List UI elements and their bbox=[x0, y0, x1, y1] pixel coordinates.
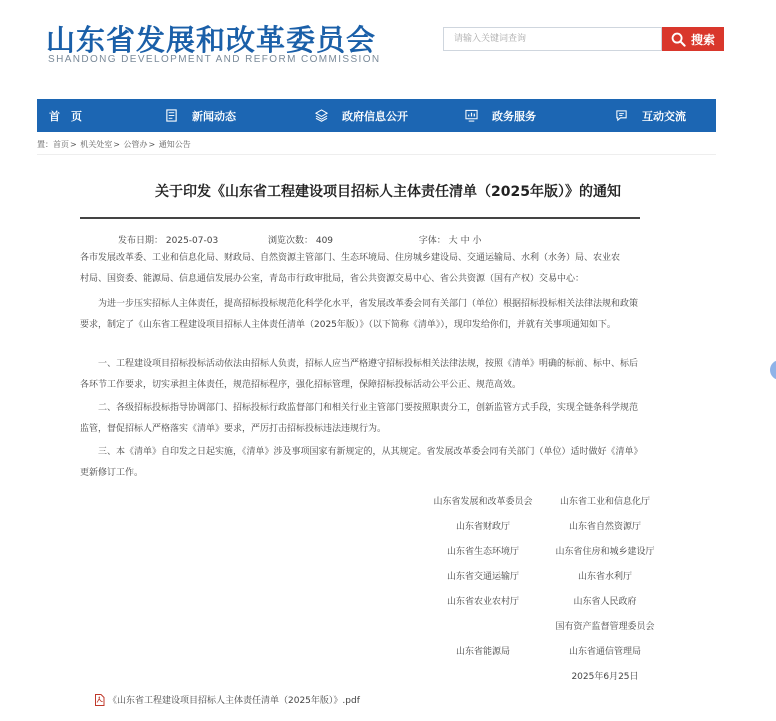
signatory: 山东省财政厅 bbox=[455, 522, 511, 532]
nav-item-home[interactable] bbox=[49, 99, 82, 132]
breadcrumb-link[interactable]: 机关处室 bbox=[80, 140, 113, 149]
breadcrumb-link[interactable]: 首页 bbox=[53, 140, 69, 149]
breadcrumb-link[interactable]: 公管办 bbox=[123, 140, 148, 149]
site-logo-title[interactable]: 山东省发展和改革委员会 bbox=[46, 23, 377, 57]
font-size-label: 字体： bbox=[418, 236, 446, 246]
signature-row bbox=[0, 544, 776, 562]
breadcrumb-separator: > bbox=[70, 140, 77, 149]
article-meta bbox=[118, 233, 481, 246]
side-float-tab[interactable] bbox=[770, 360, 776, 380]
font-size-medium[interactable]: 中 bbox=[460, 236, 470, 246]
salutation bbox=[80, 248, 646, 290]
signatory: 山东省人民政府 bbox=[573, 597, 637, 607]
nav-item-label: 政府信息公开 bbox=[342, 109, 408, 123]
nav-item-services[interactable] bbox=[465, 99, 536, 132]
breadcrumb-prefix: 置： bbox=[37, 140, 53, 149]
signatory: 山东省生态环境厅 bbox=[446, 547, 520, 557]
attachment-link[interactable] bbox=[94, 693, 360, 706]
signature-row bbox=[0, 569, 776, 587]
search-icon bbox=[671, 32, 686, 47]
signatory: 山东省自然资源厅 bbox=[568, 522, 642, 532]
signatory: 山东省发展和改革委员会 bbox=[433, 497, 533, 507]
font-size-small[interactable]: 小 bbox=[472, 236, 482, 246]
title-divider bbox=[80, 217, 640, 219]
layers-icon bbox=[315, 109, 328, 122]
signature-date: 2025年6月25日 bbox=[571, 672, 639, 682]
search-input[interactable] bbox=[443, 27, 662, 51]
breadcrumb bbox=[37, 139, 191, 150]
paragraph bbox=[80, 442, 646, 484]
signatory: 山东省通信管理局 bbox=[568, 647, 642, 657]
salutation-line: 各市发展改革委、工业和信息化局、财政局、自然资源主管部门、生态环境局、住房城乡建设局、交通运输局、水利（水务）局、农业农 bbox=[80, 253, 621, 263]
breadcrumb-link[interactable]: 通知公告 bbox=[158, 140, 191, 149]
search-button-label: 搜索 bbox=[691, 32, 716, 47]
paragraph-text: 一、工程建设项目招标投标活动依法由招标人负责，招标人应当严格遵守招标投标相关法律法规，按照《清单》明确的标前、标中、标后各环节工作要求，切实承担主体责任，规范招标程序，强化招标管理，保障招标投标活动公平公正、规范高效。 bbox=[80, 359, 639, 390]
chart-icon bbox=[465, 109, 478, 122]
signatory: 山东省住房和城乡建设厅 bbox=[555, 547, 655, 557]
signatory: 山东省能源局 bbox=[455, 647, 511, 657]
page-title: 关于印发《山东省工程建设项目招标人主体责任清单（2025年版）》的通知 bbox=[155, 184, 621, 200]
signatory: 山东省农业农村厅 bbox=[446, 597, 520, 607]
signatory: 山东省工业和信息化厅 bbox=[559, 497, 651, 507]
paragraph-text: 二、各级招标投标指导协调部门、招标投标行政监督部门和相关行业主管部门要按照职责分工，创新监管方式手段，实现全链条科学规范监管，督促招标人严格落实《清单》要求，严厉打击招标投标违法违规行为。 bbox=[80, 403, 639, 434]
search-button[interactable] bbox=[662, 27, 724, 51]
signature-row bbox=[0, 494, 776, 512]
paragraph bbox=[80, 354, 646, 396]
signature-row bbox=[0, 644, 776, 662]
nav-item-gov-info[interactable] bbox=[315, 99, 408, 132]
signature-row bbox=[0, 519, 776, 537]
publish-date: 2025-07-03 bbox=[165, 236, 219, 246]
nav-item-label: 互动交流 bbox=[642, 109, 686, 123]
pdf-icon bbox=[94, 694, 105, 706]
views-count: 409 bbox=[315, 236, 334, 246]
signatory: 山东省水利厅 bbox=[577, 572, 633, 582]
signature-row bbox=[0, 594, 776, 612]
site-logo-subtitle: SHANDONG DEVELOPMENT AND REFORM COMMISSION bbox=[48, 54, 381, 65]
nav-item-label: 新闻动态 bbox=[192, 109, 236, 123]
news-icon bbox=[165, 109, 178, 122]
views-label: 浏览次数： bbox=[267, 236, 313, 246]
salutation-line: 村局、国资委、能源局、信息通信发展办公室，青岛市行政审批局，省公共资源交易中心、省公共资源（国有产权）交易中心： bbox=[80, 274, 585, 284]
signatory: 山东省交通运输厅 bbox=[446, 572, 520, 582]
signature-row bbox=[0, 619, 776, 637]
attachment-label: 《山东省工程建设项目招标人主体责任清单（2025年版）》.pdf bbox=[108, 696, 360, 706]
nav-item-label: 首 页 bbox=[49, 109, 82, 123]
main-nav bbox=[37, 99, 716, 132]
nav-item-interaction[interactable] bbox=[615, 99, 686, 132]
signatory: 国有资产监督管理委员会 bbox=[555, 622, 655, 632]
breadcrumb-divider bbox=[37, 154, 716, 155]
paragraph-text: 为进一步压实招标人主体责任，提高招标投标规范化科学化水平，省发展改革委会同有关部门（单位）根据招标投标相关法律法规和政策要求，制定了《山东省工程建设项目招标人主体责任清单（2025年版）》（以下简称《清单》），现印发给你们，并就有关事项通知如下。 bbox=[80, 299, 639, 330]
paragraph bbox=[80, 294, 646, 336]
signature-row bbox=[0, 669, 776, 687]
paragraph-text: 三、本《清单》自印发之日起实施，《清单》涉及事项国家有新规定的，从其规定。省发展改革委会同有关部门（单位）适时做好《清单》更新修订工作。 bbox=[80, 447, 643, 478]
chat-icon bbox=[615, 109, 628, 122]
font-size-large[interactable]: 大 bbox=[448, 236, 458, 246]
nav-item-label: 政务服务 bbox=[492, 109, 536, 123]
breadcrumb-separator: > bbox=[113, 140, 120, 149]
breadcrumb-separator: > bbox=[148, 140, 156, 149]
nav-item-news[interactable] bbox=[165, 99, 236, 132]
paragraph bbox=[80, 398, 646, 440]
publish-date-label: 发布日期： bbox=[118, 236, 164, 246]
